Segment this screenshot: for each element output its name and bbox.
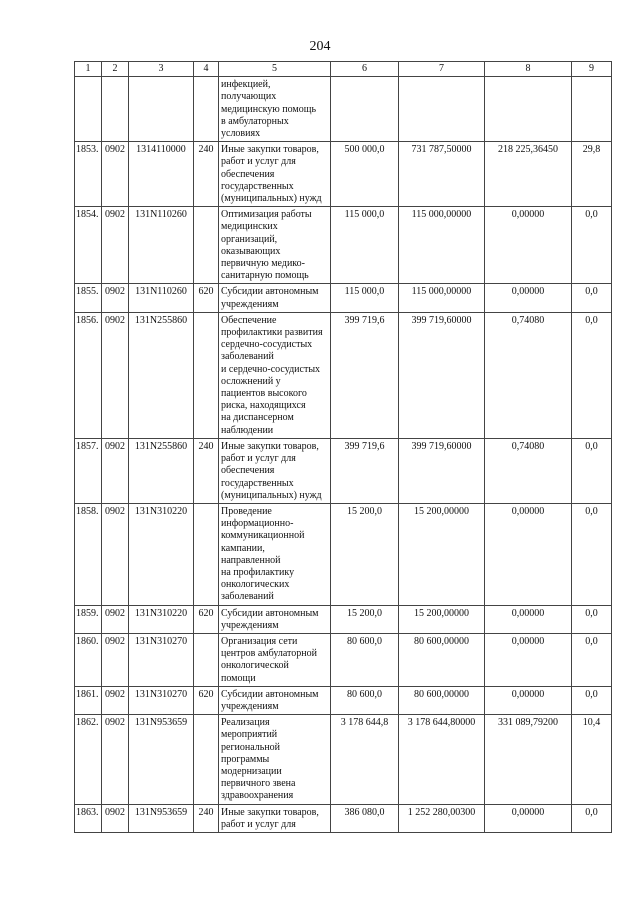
plan-amount-cell: 80 600,00000 (399, 633, 485, 686)
percent-cell: 10,4 (572, 715, 612, 804)
table-row (75, 503, 612, 605)
section-code-cell: 0902 (102, 804, 129, 832)
percent-cell (572, 77, 612, 142)
column-header: 7 (399, 62, 485, 77)
expense-type-cell (194, 503, 219, 605)
section-code-cell: 0902 (102, 207, 129, 284)
target-article-cell: 131N953659 (129, 715, 194, 804)
section-code-cell: 0902 (102, 605, 129, 633)
column-header: 8 (485, 62, 572, 77)
table-row (75, 438, 612, 503)
expense-type-cell (194, 715, 219, 804)
approved-amount-cell: 399 719,6 (331, 312, 399, 438)
percent-cell: 0,0 (572, 605, 612, 633)
row-number-cell: 1858. (75, 503, 102, 605)
plan-amount-cell: 115 000,00000 (399, 207, 485, 284)
item-name-cell: Субсидии автономным учреждениям (219, 284, 331, 312)
row-number-cell: 1863. (75, 804, 102, 832)
plan-amount-cell: 1 252 280,00300 (399, 804, 485, 832)
executed-amount-cell: 0,00000 (485, 633, 572, 686)
expense-type-cell: 620 (194, 686, 219, 714)
percent-cell: 0,0 (572, 633, 612, 686)
percent-cell: 29,8 (572, 142, 612, 207)
row-number-cell: 1856. (75, 312, 102, 438)
table-row (75, 284, 612, 312)
approved-amount-cell: 80 600,0 (331, 686, 399, 714)
executed-amount-cell: 0,00000 (485, 284, 572, 312)
item-name-cell: Иные закупки товаров, работ и услуг для обеспечения государственных (муниципальных) нужд (219, 142, 331, 207)
target-article-cell (129, 77, 194, 142)
table-row (75, 804, 612, 832)
expense-type-cell (194, 207, 219, 284)
target-article-cell: 131N310220 (129, 503, 194, 605)
column-header: 6 (331, 62, 399, 77)
section-code-cell: 0902 (102, 312, 129, 438)
target-article-cell: 131N110260 (129, 284, 194, 312)
section-code-cell: 0902 (102, 633, 129, 686)
table-row (75, 686, 612, 714)
plan-amount-cell: 399 719,60000 (399, 312, 485, 438)
table-row (75, 633, 612, 686)
executed-amount-cell (485, 77, 572, 142)
approved-amount-cell: 386 080,0 (331, 804, 399, 832)
expense-type-cell: 620 (194, 284, 219, 312)
table-row (75, 207, 612, 284)
row-number-cell (75, 77, 102, 142)
section-code-cell: 0902 (102, 284, 129, 312)
expense-type-cell: 240 (194, 438, 219, 503)
percent-cell: 0,0 (572, 207, 612, 284)
column-header: 9 (572, 62, 612, 77)
column-header: 3 (129, 62, 194, 77)
plan-amount-cell: 3 178 644,80000 (399, 715, 485, 804)
table-row (75, 312, 612, 438)
percent-cell: 0,0 (572, 284, 612, 312)
item-name-cell: Обеспечение профилактики развития сердечно-сосудистых заболеваний и сердечно-сосудистых осложнений у пациентов высокого риска, находящихся на диспансерном наблюдении (219, 312, 331, 438)
item-name-cell: Проведение информационно- коммуникационной кампании, направленной на профилактику онкологических заболеваний (219, 503, 331, 605)
section-code-cell: 0902 (102, 142, 129, 207)
plan-amount-cell: 731 787,50000 (399, 142, 485, 207)
section-code-cell: 0902 (102, 438, 129, 503)
executed-amount-cell: 0,00000 (485, 207, 572, 284)
approved-amount-cell: 80 600,0 (331, 633, 399, 686)
column-header: 5 (219, 62, 331, 77)
approved-amount-cell: 115 000,0 (331, 284, 399, 312)
table-row (75, 142, 612, 207)
target-article-cell: 131N110260 (129, 207, 194, 284)
approved-amount-cell: 3 178 644,8 (331, 715, 399, 804)
column-header: 4 (194, 62, 219, 77)
plan-amount-cell: 15 200,00000 (399, 503, 485, 605)
executed-amount-cell: 218 225,36450 (485, 142, 572, 207)
target-article-cell: 131N310270 (129, 633, 194, 686)
plan-amount-cell (399, 77, 485, 142)
item-name-cell: Субсидии автономным учреждениям (219, 686, 331, 714)
executed-amount-cell: 0,00000 (485, 804, 572, 832)
executed-amount-cell: 0,00000 (485, 686, 572, 714)
plan-amount-cell: 115 000,00000 (399, 284, 485, 312)
target-article-cell: 131N255860 (129, 312, 194, 438)
target-article-cell: 131N310220 (129, 605, 194, 633)
executed-amount-cell: 0,74080 (485, 438, 572, 503)
plan-amount-cell: 399 719,60000 (399, 438, 485, 503)
executed-amount-cell: 0,00000 (485, 605, 572, 633)
expense-type-cell: 240 (194, 142, 219, 207)
executed-amount-cell: 331 089,79200 (485, 715, 572, 804)
section-code-cell: 0902 (102, 503, 129, 605)
column-header: 1 (75, 62, 102, 77)
row-number-cell: 1853. (75, 142, 102, 207)
percent-cell: 0,0 (572, 312, 612, 438)
section-code-cell (102, 77, 129, 142)
item-name-cell: Оптимизация работы медицинских организаций, оказывающих первичную медико- санитарную помощь (219, 207, 331, 284)
row-number-cell: 1862. (75, 715, 102, 804)
item-name-cell: Реализация мероприятий региональной программы модернизации первичного звена здравоохранения (219, 715, 331, 804)
expense-type-cell (194, 77, 219, 142)
item-name-cell: Иные закупки товаров, работ и услуг для обеспечения государственных (муниципальных) нужд (219, 438, 331, 503)
table-row (75, 605, 612, 633)
item-name-cell: инфекцией, получающих медицинскую помощь в амбулаторных условиях (219, 77, 331, 142)
plan-amount-cell: 15 200,00000 (399, 605, 485, 633)
percent-cell: 0,0 (572, 686, 612, 714)
row-number-cell: 1861. (75, 686, 102, 714)
approved-amount-cell: 15 200,0 (331, 605, 399, 633)
column-header: 2 (102, 62, 129, 77)
row-number-cell: 1857. (75, 438, 102, 503)
plan-amount-cell: 80 600,00000 (399, 686, 485, 714)
approved-amount-cell (331, 77, 399, 142)
row-number-cell: 1859. (75, 605, 102, 633)
approved-amount-cell: 399 719,6 (331, 438, 399, 503)
item-name-cell: Иные закупки товаров, работ и услуг для (219, 804, 331, 832)
target-article-cell: 131N953659 (129, 804, 194, 832)
table-row (75, 77, 612, 142)
item-name-cell: Организация сети центров амбулаторной онкологической помощи (219, 633, 331, 686)
section-code-cell: 0902 (102, 715, 129, 804)
percent-cell: 0,0 (572, 438, 612, 503)
executed-amount-cell: 0,74080 (485, 312, 572, 438)
row-number-cell: 1855. (75, 284, 102, 312)
item-name-cell: Субсидии автономным учреждениям (219, 605, 331, 633)
approved-amount-cell: 500 000,0 (331, 142, 399, 207)
target-article-cell: 131N255860 (129, 438, 194, 503)
executed-amount-cell: 0,00000 (485, 503, 572, 605)
approved-amount-cell: 15 200,0 (331, 503, 399, 605)
row-number-cell: 1854. (75, 207, 102, 284)
budget-table (74, 61, 612, 833)
expense-type-cell (194, 633, 219, 686)
percent-cell: 0,0 (572, 503, 612, 605)
expense-type-cell: 240 (194, 804, 219, 832)
table-row (75, 715, 612, 804)
row-number-cell: 1860. (75, 633, 102, 686)
expense-type-cell (194, 312, 219, 438)
percent-cell: 0,0 (572, 804, 612, 832)
page-number: 204 (309, 39, 331, 54)
target-article-cell: 1314110000 (129, 142, 194, 207)
target-article-cell: 131N310270 (129, 686, 194, 714)
expense-type-cell: 620 (194, 605, 219, 633)
section-code-cell: 0902 (102, 686, 129, 714)
approved-amount-cell: 115 000,0 (331, 207, 399, 284)
header-row (75, 62, 612, 77)
